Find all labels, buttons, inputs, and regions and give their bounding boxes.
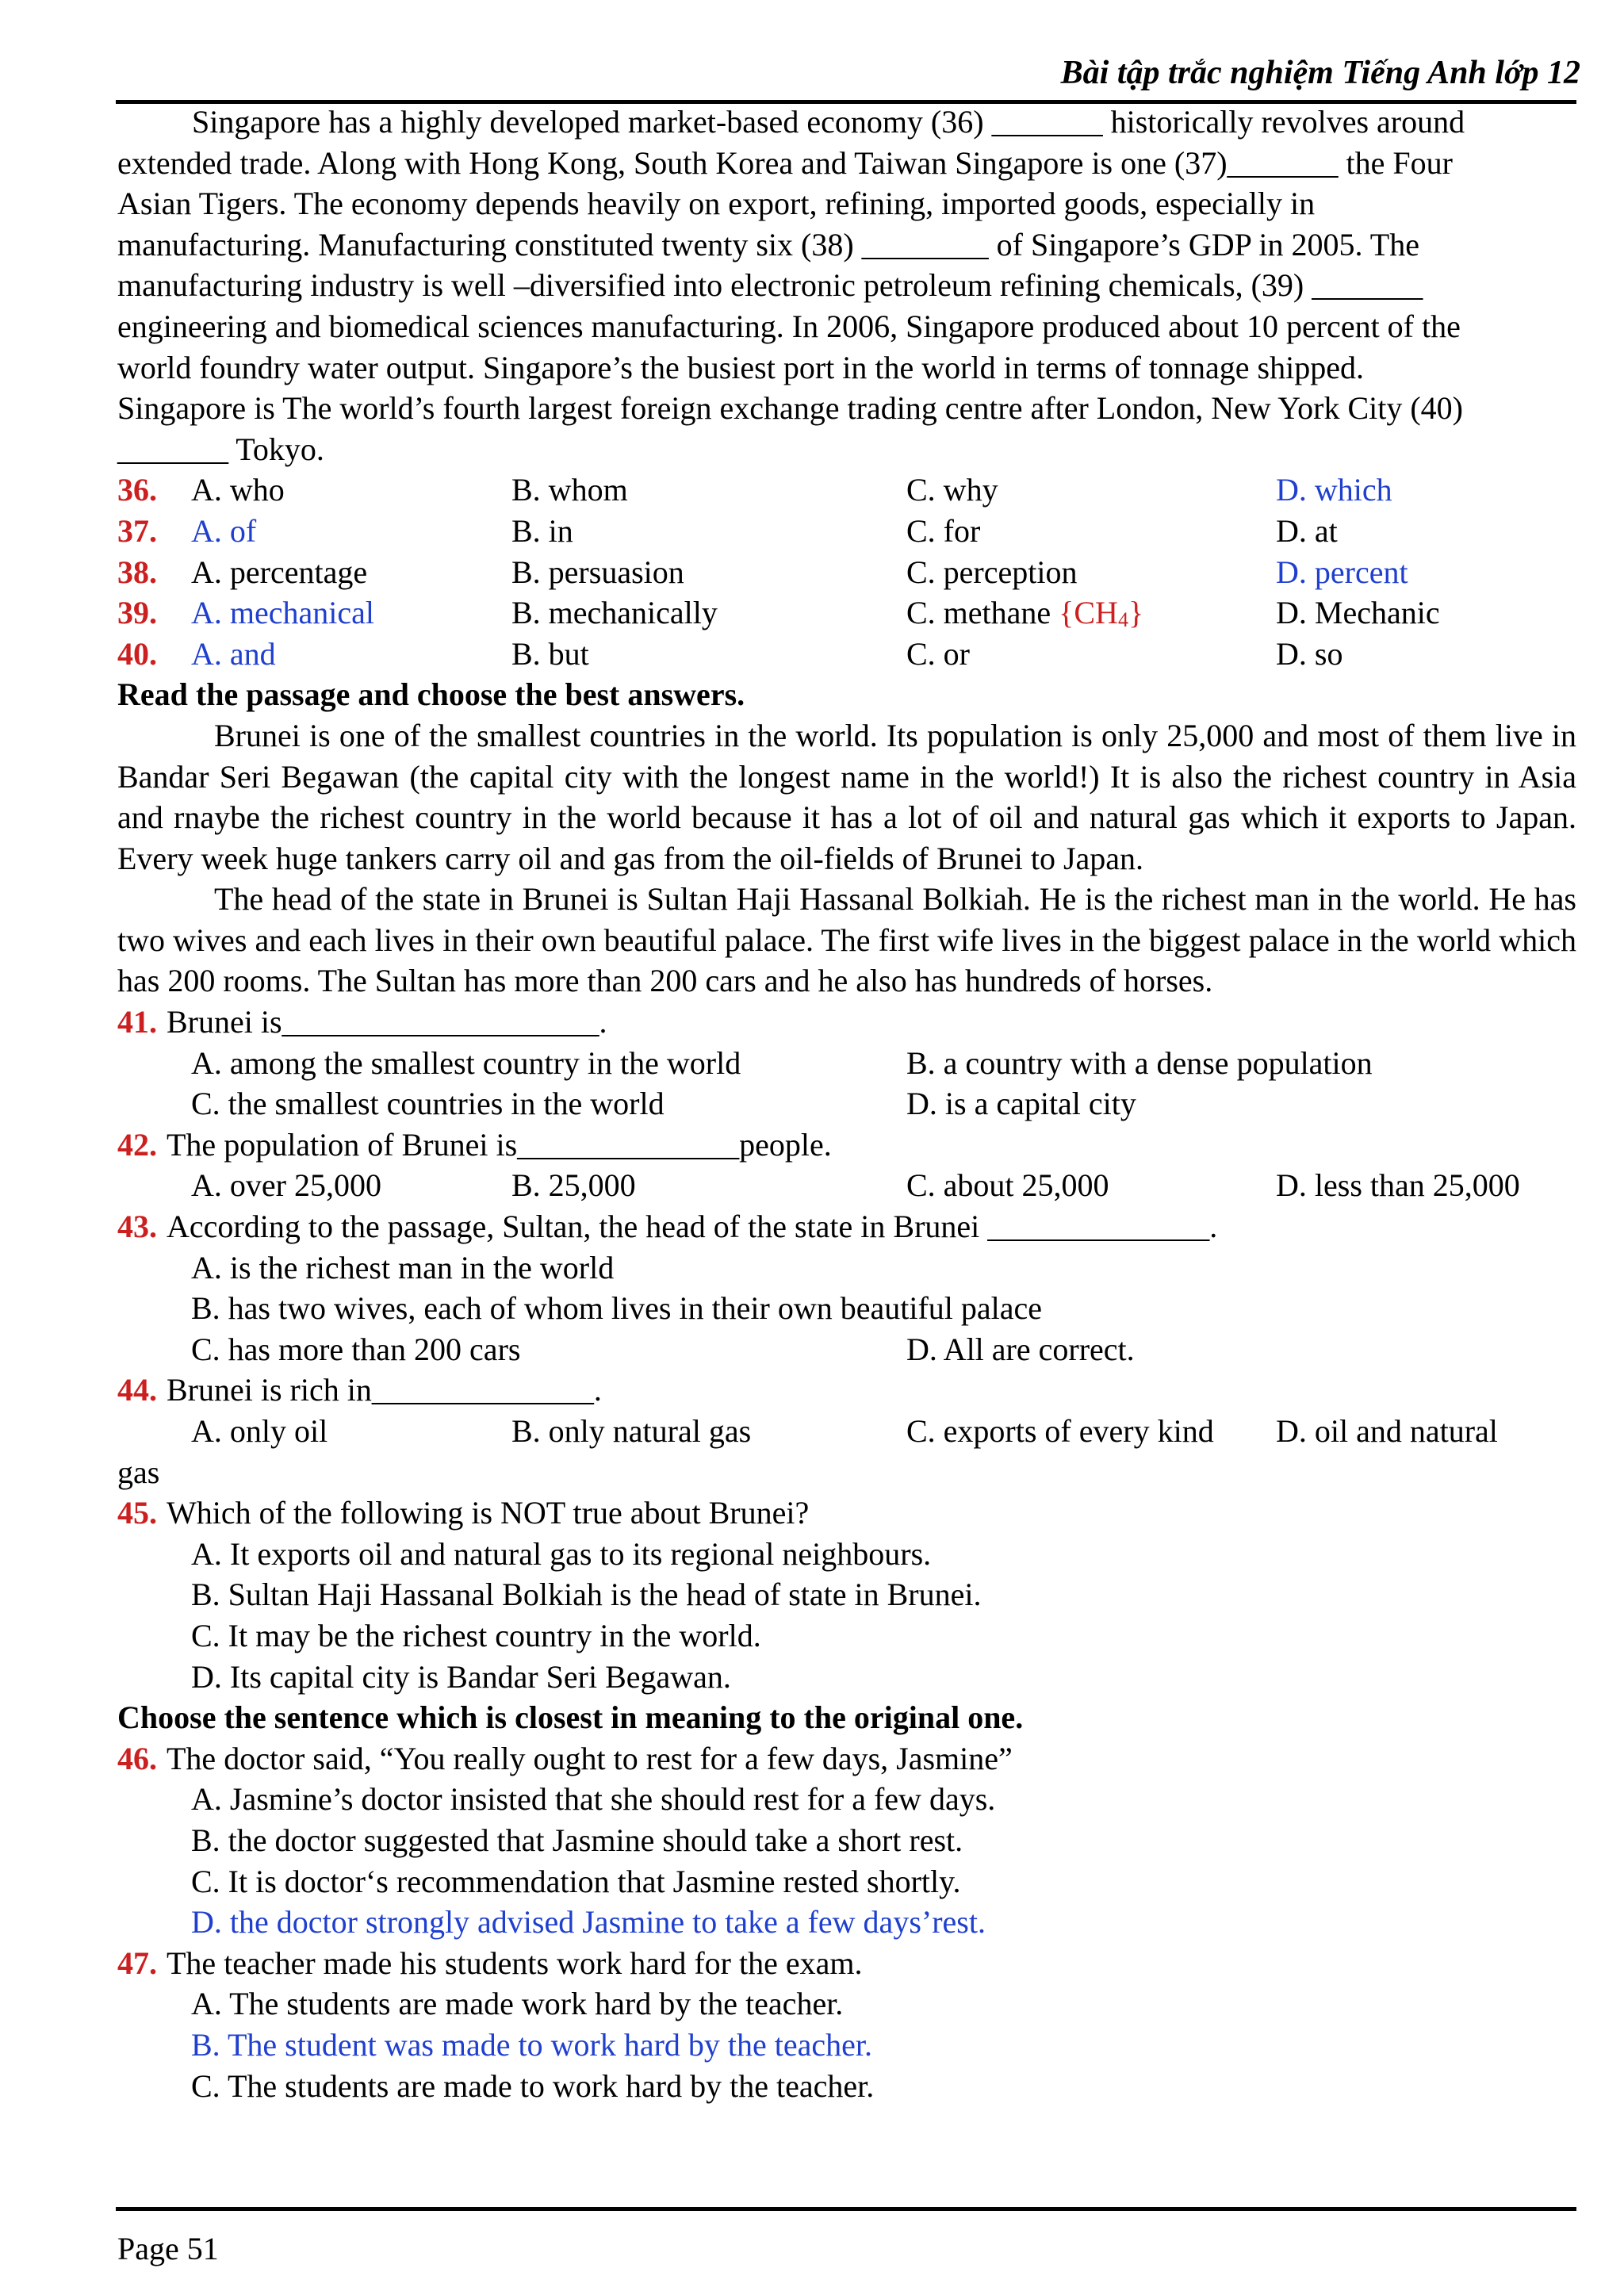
question-number: 44. (117, 1372, 157, 1408)
option-d-wrap: gas (117, 1454, 160, 1490)
option-d: D. at (1276, 512, 1338, 549)
question-text: Which of the following is NOT true about Brunei? (167, 1495, 810, 1531)
options-row (117, 1615, 1576, 1657)
options-row (117, 1983, 1576, 2025)
option-c-text: C. methane (906, 595, 1059, 631)
option-c: C. about 25,000 (906, 1167, 1109, 1204)
option-c: C. It is doctor‘s recommendation that Jasmine rested shortly. (191, 1863, 961, 1899)
question-text: The population of Brunei is______________people. (167, 1126, 832, 1163)
options-row (117, 1902, 1576, 1943)
option-c: C. why (906, 472, 998, 508)
option-d: D. less than 25,000 (1276, 1167, 1520, 1204)
options-row (117, 1043, 1576, 1084)
options-row (117, 1779, 1576, 1820)
option-a-answer: A. and (191, 635, 276, 672)
question-number: 38. (117, 554, 157, 590)
passage-line: manufacturing. Manufacturing constituted twenty six (38) ________ of Singapore’s GDP in 2005. The (117, 226, 1419, 262)
options-row (117, 1657, 1576, 1698)
options-row (117, 1861, 1576, 1902)
option-a: A. is the richest man in the world (191, 1249, 615, 1285)
option-a: A. It exports oil and natural gas to its regional neighbours. (191, 1535, 932, 1572)
passage-brunei-para1: Brunei is one of the smallest countries in the world. Its population is only 25,000 and most of them live in Bandar Seri Begawan (the capital city with the longest name in the world!) It is also the richest country in Asia and rnaybe the richest country in the world because it has a lot of oil and natural gas which it exports to Japan. Every week huge tankers carry oil and gas from the oil-fields of Brunei to Japan. (117, 717, 1576, 876)
question-number: 45. (117, 1495, 157, 1531)
option-c: C. exports of every kind (906, 1413, 1214, 1449)
question-44 (117, 1370, 1576, 1411)
options-row (117, 2066, 1576, 2107)
page-number: Page 51 (117, 2231, 219, 2266)
passage-line: engineering and biomedical sciences manufacturing. In 2006, Singapore produced about 10 percent of the (117, 308, 1461, 344)
option-b: B. mechanically (511, 595, 718, 631)
question-number: 42. (117, 1126, 157, 1163)
options-row (117, 1820, 1576, 1861)
option-d-answer: D. percent (1276, 554, 1408, 590)
question-number: 41. (117, 1004, 157, 1040)
question-number: 43. (117, 1209, 157, 1245)
option-b: B. whom (511, 472, 628, 508)
option-d: D. oil and natural (1276, 1413, 1498, 1449)
options-row (117, 1083, 1576, 1125)
option-c: C. It may be the richest country in the world. (191, 1617, 761, 1653)
question-number: 39. (117, 595, 157, 631)
option-d: D. so (1276, 635, 1343, 672)
option-d: D. Its capital city is Bandar Seri Begawan. (191, 1658, 731, 1695)
option-a: A. percentage (191, 554, 368, 590)
question-46 (117, 1738, 1576, 1780)
option-c: C. perception (906, 554, 1078, 590)
question-40 (117, 634, 1576, 675)
option-a: A. Jasmine’s doctor insisted that she should rest for a few days. (191, 1781, 996, 1818)
passage-line: Singapore has a highly developed market-based economy (36) _______ historically revolves around (192, 104, 1465, 140)
passage-line: extended trade. Along with Hong Kong, South Korea and Taiwan Singapore is one (37)_______ the Four (117, 144, 1453, 181)
section-heading: Read the passage and choose the best answers. (117, 676, 745, 713)
option-a-answer: A. mechanical (191, 595, 374, 631)
option-c: C. for (906, 512, 981, 549)
option-b: B. has two wives, each of whom lives in their own beautiful palace (191, 1290, 1043, 1327)
option-d-answer: D. which (1276, 472, 1392, 508)
option-c: C. The students are made to work hard by the teacher. (191, 2067, 875, 2104)
option-b: B. Sultan Haji Hassanal Bolkiah is the head of state in Brunei. (191, 1577, 982, 1613)
question-38 (117, 552, 1576, 593)
options-row (117, 1288, 1576, 1329)
option-d: D. is a capital city (906, 1086, 1136, 1122)
option-d-answer: D. the doctor strongly advised Jasmine to take a few days’rest. (191, 1904, 986, 1941)
question-41 (117, 1002, 1576, 1043)
option-d: D. Mechanic (1276, 595, 1440, 631)
options-row-wrap (117, 1452, 1576, 1493)
option-a: A. over 25,000 (191, 1167, 381, 1204)
options-row (117, 1534, 1576, 1575)
question-37 (117, 511, 1576, 552)
question-number: 40. (117, 635, 157, 672)
option-c: C. has more than 200 cars (191, 1331, 521, 1367)
question-number: 37. (117, 512, 157, 549)
option-a: A. who (191, 472, 285, 508)
question-number: 36. (117, 472, 157, 508)
passage-line: world foundry water output. Singapore’s the busiest port in the world in terms of tonnage shipped. (117, 349, 1364, 385)
question-text: The doctor said, “You really ought to rest for a few days, Jasmine” (167, 1740, 1013, 1776)
options-row (117, 1329, 1576, 1370)
passage-line: Singapore is The world’s fourth largest foreign exchange trading centre after London, New York City (40) (117, 390, 1463, 427)
question-text: Brunei is____________________. (167, 1004, 607, 1040)
passage-brunei-para2: The head of the state in Brunei is Sultan Haji Hassanal Bolkiah. He is the richest man in the world. He has two wives and each lives in their own beautiful palace. The first wife lives in the biggest palace in the world which has 200 rooms. The Sultan has more than 200 cars and he also has hundreds of horses. (117, 881, 1576, 999)
option-a: A. only oil (191, 1413, 328, 1449)
footer-rule (116, 2207, 1576, 2211)
options-row (117, 1165, 1576, 1206)
option-b: B. but (511, 635, 589, 672)
option-b: B. persuasion (511, 554, 684, 590)
option-d: D. All are correct. (906, 1331, 1135, 1367)
question-42 (117, 1125, 1576, 1166)
section-heading: Choose the sentence which is closest in meaning to the original one. (117, 1699, 1024, 1736)
option-a: A. The students are made work hard by the teacher. (191, 1986, 844, 2022)
question-number: 46. (117, 1740, 157, 1776)
question-text: According to the passage, Sultan, the head of the state in Brunei ______________. (167, 1209, 1218, 1245)
option-b: B. the doctor suggested that Jasmine should take a short rest. (191, 1822, 963, 1858)
options-row (117, 1574, 1576, 1615)
options-row (117, 1411, 1576, 1452)
passage-singapore (117, 102, 1576, 469)
option-b: B. a country with a dense population (906, 1044, 1373, 1081)
header-title: Bài tập trắc nghiệm Tiếng Anh lớp 12 (1060, 55, 1580, 91)
option-c: C. the smallest countries in the world (191, 1086, 665, 1122)
options-row (117, 1247, 1576, 1289)
passage-line: Asian Tigers. The economy depends heavily on export, refining, imported goods, especially in (117, 186, 1316, 222)
question-47 (117, 1943, 1576, 1984)
question-text: Brunei is rich in______________. (167, 1372, 602, 1408)
option-b: B. only natural gas (511, 1413, 752, 1449)
question-36 (117, 469, 1576, 511)
question-text: The teacher made his students work hard for the exam. (167, 1944, 863, 1981)
page-content (117, 102, 1576, 2106)
passage-line: manufacturing industry is well –diversified into electronic petroleum refining chemicals, (39) _______ (117, 267, 1423, 304)
passage-line: _______ Tokyo. (117, 431, 324, 467)
option-c: C. or (906, 635, 970, 672)
formula-note: $\{CH_4\}$ (1059, 595, 1144, 632)
option-b: B. 25,000 (511, 1167, 636, 1204)
option-b-answer: B. The student was made to work hard by the teacher. (191, 2026, 873, 2063)
option-a: A. among the smallest country in the world (191, 1044, 741, 1081)
question-45 (117, 1492, 1576, 1534)
question-number: 47. (117, 1944, 157, 1981)
options-row (117, 2025, 1576, 2066)
question-39 (117, 592, 1576, 634)
question-43 (117, 1206, 1576, 1247)
option-b: B. in (511, 512, 573, 549)
option-a-answer: A. of (191, 512, 257, 549)
